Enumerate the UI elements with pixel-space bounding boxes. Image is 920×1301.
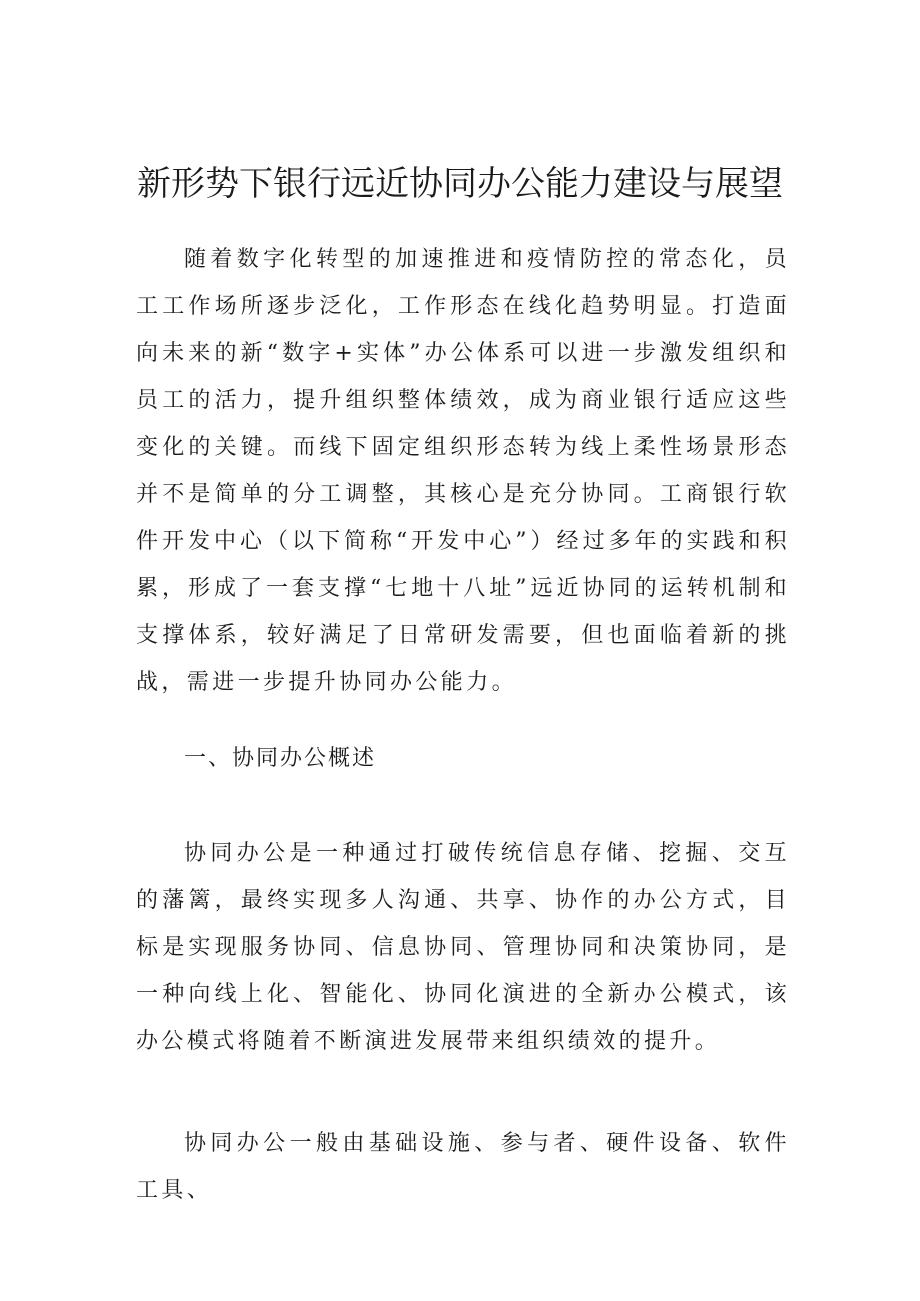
section-heading: 一、协同办公概述 — [184, 746, 377, 771]
body-paragraph-continued: 协同办公一般由基础设施、参与者、硬件设备、软件工具、 — [136, 1131, 790, 1203]
document-title: 新形势下银行远近协同办公能力建设与展望 — [137, 164, 783, 204]
intro-paragraph: 随着数字化转型的加速推进和疫情防控的常态化，员工工作场所逐步泛化，工作形态在线化趋势明显。打造面向未来的新“数字+实体”办公体系可以进一步激发组织和员工的活力，提升组织整体绩效，成为商业银行适应这些变化的关键。而线下固定组织形态转为线上柔性场景形态并不是简单的分工调整，其核心是充分协同。工商银行软件开发中心（以下简称“开发中心”）经过多年的实践和积累，形成了一套支撑“七地十八址”远近协同的运转机制和支撑体系，较好满足了日常研发需要，但也面临着新的挑战，需进一步提升协同办公能力。 — [136, 247, 790, 695]
body-paragraph: 协同办公是一种通过打破传统信息存储、挖掘、交互的藩篱，最终实现多人沟通、共享、协作的办公方式，目标是实现服务协同、信息协同、管理协同和决策协同，是一种向线上化、智能化、协同化演进的全新办公模式，该办公模式将随着不断演进发展带来组织绩效的提升。 — [136, 841, 790, 1054]
